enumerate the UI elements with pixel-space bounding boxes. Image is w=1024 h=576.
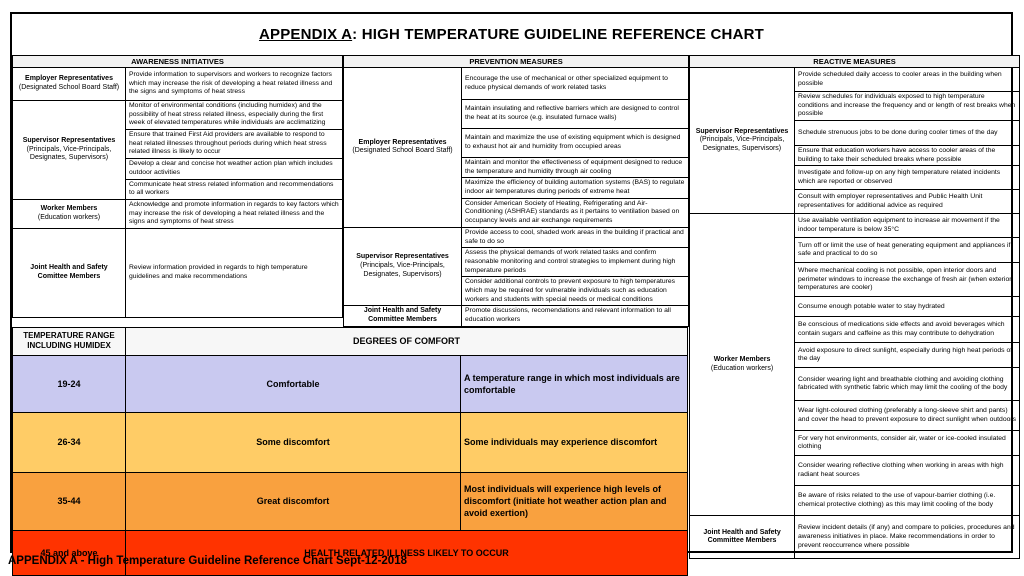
measure-cell: Turn off or limit the use of heat generating equipment and appliances if safe and practical to do so [795,238,1020,263]
measure-cell: Assess the physical demands of work related tasks and confirm reasonable monitoring and control strategies to implement during high temperature periods [462,248,689,277]
measure-cell: Ensure that education workers have access to cooler areas of the building to take their scheduled breaks where possible [795,146,1020,166]
comfort-desc: Some individuals may experience discomfort [461,412,688,472]
measure-cell: Where mechanical cooling is not possible, open interior doors and perimeter windows to increase the exchange of fresh air (when exterior temperatures are cooler) [795,263,1020,297]
measure-cell: Schedule strenuous jobs to be done during cooler times of the day [795,121,1020,146]
illness-warning: HEALTH RELATED ILLNESS LIKELY TO OCCUR [126,530,688,575]
temp-range: 26-34 [13,412,126,472]
measure-cell: Consider wearing light and breathable clothing and avoiding clothing fabricated with synthetic fabric which may limit the cooling of the body [795,368,1020,401]
prevention-header: PREVENTION MEASURES [344,56,689,68]
temp-range: 45 and above [13,530,126,575]
measure-cell: Consider American Society of Heating, Refrigerating and Air-Conditioning (ASHRAE) standards as it pertains to ventilation based on occupancy levels and air exchange requirements [462,198,689,227]
chart-body [12,55,1017,576]
measure-cell: Consume enough potable water to stay hydrated [795,297,1020,317]
role-cell-supervisor: Supervisor Representatives (Principals, Vice-Principals, Designates, Supervisors) [344,227,462,306]
awareness-header: AWARENESS INITIATIVES [13,56,343,68]
role-cell-jhsc: Joint Health and Safety Committee Members [344,306,462,327]
measure-cell: Encourage the use of mechanical or other specialized equipment to reduce physical demands of work related tasks [462,68,689,100]
measure-cell: Provide information to supervisors and workers to recognize factors which may increase the risk of developing a heat related illness and the signs and symptoms of heat stress [126,68,343,101]
measure-cell: Communicate heat stress related information and recommendations to all workers [126,179,343,199]
measure-cell: Promote discussions, recomendations and relevant information to all education workers [462,306,689,327]
measure-cell: Consult with employer representatives and Public Health Unit representatives for additional advice as required [795,190,1020,214]
temperature-section [12,327,688,576]
measure-cell: Consider wearing reflective clothing when working in areas with high radiant heat sources [795,456,1020,486]
comfort-label: Great discomfort [126,472,461,530]
role-cell-employer: Employer Representatives (Designated School Board Staff) [344,68,462,228]
top-sections [12,55,689,327]
measure-cell: Provide scheduled daily access to cooler areas in the building when possible [795,68,1020,92]
measure-cell: Provide access to cool, shaded work areas in the building if practical and safe to do so [462,227,689,247]
page-title-appendix: APPENDIX A [258,26,353,43]
temp-row-great-discomfort [13,472,688,530]
measure-cell: Maintain and monitor the effectiveness of equipment designed to reduce the temperature and humidity through air cooling [462,158,689,178]
role-cell-jhsc: Joint Health and Safety Comittee Members [13,228,126,317]
comfort-desc: Most individuals will experience high levels of discomfort (initiate hot weather action plan and avoid exertion) [461,472,688,530]
role-cell-worker: Worker Members (Education workers) [690,214,795,516]
measure-cell: Develop a clear and concise hot weather action plan which includes outdoor activities [126,159,343,179]
temp-row-illness [13,530,688,575]
role-cell-supervisor: Supervisor Representatives (Principals, Vice-Principals, Designates, Supervisors) [690,68,795,214]
measure-cell: Consider additional controls to prevent exposure to high temperatures which may be required for vulnerable individuals such as education workers and students with special needs or medical conditions [462,277,689,306]
role-cell-supervisor: Supervisor Representatives (Principals, Vice-Principals, Designates, Supervisors) [13,101,126,200]
prevention-section [343,55,689,327]
comfort-label: Some discomfort [126,412,461,472]
role-cell-employer: Employer Representatives (Designated School Board Staff) [13,68,126,101]
measure-cell: Maintain and maximize the use of existing equipment which is designed to exhaust hot air and humidity from occupied areas [462,129,689,158]
role-cell-worker: Worker Members (Education workers) [13,199,126,228]
reference-chart-sheet [10,12,1017,558]
temp-range: 19-24 [13,355,126,412]
measure-cell: Maintain insulating and reflective barriers which are designed to control the heat at its source (e.g. insulated furnace walls) [462,100,689,129]
temp-row-some-discomfort [13,412,688,472]
awareness-section [12,55,343,318]
left-stack [12,55,689,576]
document-footer: APPENDIX A - High Temperature Guideline Reference Chart Sept-12-2018 [8,555,407,567]
measure-cell: Maximize the efficiency of building automation systems (BAS) to regulate indoor air temperatures during periods of extreme heat [462,178,689,198]
measure-cell: Be aware of risks related to the use of vapour-barrier clothing (i.e. chemical protective clothing) as this may limit cooling of the body [795,486,1020,516]
measure-cell: Investigate and follow-up on any high temperature related incidents which are reported or observed [795,166,1020,190]
page-title-rest: : HIGH TEMPERATURE GUIDELINE REFERENCE CHART [352,26,764,43]
reactive-header: REACTIVE MEASURES [690,56,1020,68]
degrees-of-comfort-header: DEGREES OF COMFORT [126,327,688,355]
measure-cell: Avoid exposure to direct sunlight, especially during high heat periods of the day [795,343,1020,368]
measure-cell: Review schedules for individuals exposed to high temperature conditions and increase the frequency and or length of rest breaks when possible [795,92,1020,121]
measure-cell: Review information provided in regards to high temperature guidelines and make recommendations [126,228,343,317]
temp-row-comfortable [13,355,688,412]
measure-cell: For very hot environments, consider air, water or ice-cooled insulated clothing [795,431,1020,456]
measure-cell: Use available ventilation equipment to increase air movement if the indoor temperature is below 35°C [795,214,1020,238]
measure-cell: Monitor of environmental conditions (including humidex) and the possibility of heat stress related illness, especially during the first week of elevated temperatures while individuals are acclimatizing [126,101,343,130]
page-title [12,14,1011,55]
measure-cell: Acknowledge and promote information in regards to key factors which may increase the risk of developing a heat related illness and the signs and symptoms of heat stress [126,199,343,228]
measure-cell: Review incident details (if any) and compare to policies, procedures and awareness initiatives in place. Make recommendations in order to prevent reoccurrence where possible [795,516,1020,559]
comfort-desc: A temperature range in which most individuals are comfortable [461,355,688,412]
comfort-label: Comfortable [126,355,461,412]
temperature-range-header: TEMPERATURE RANGE INCLUDING HUMIDEX [13,327,126,355]
role-cell-jhsc: Joint Health and Safety Committee Members [690,516,795,559]
measure-cell: Be conscious of medications side effects and avoid beverages which contain sugars and caffeine as this may contribute to dehydration [795,317,1020,343]
measure-cell: Wear light-coloured clothing (preferably a long-sleeve shirt and pants) and cover the head to prevent exposure to direct sunlight when outdoors [795,401,1020,431]
measure-cell: Ensure that trained First Aid providers are available to respond to heat related illnesses throughout periods during which heat stress related illness is likely to occur [126,130,343,159]
reactive-section [689,55,1020,559]
temp-range: 35-44 [13,472,126,530]
